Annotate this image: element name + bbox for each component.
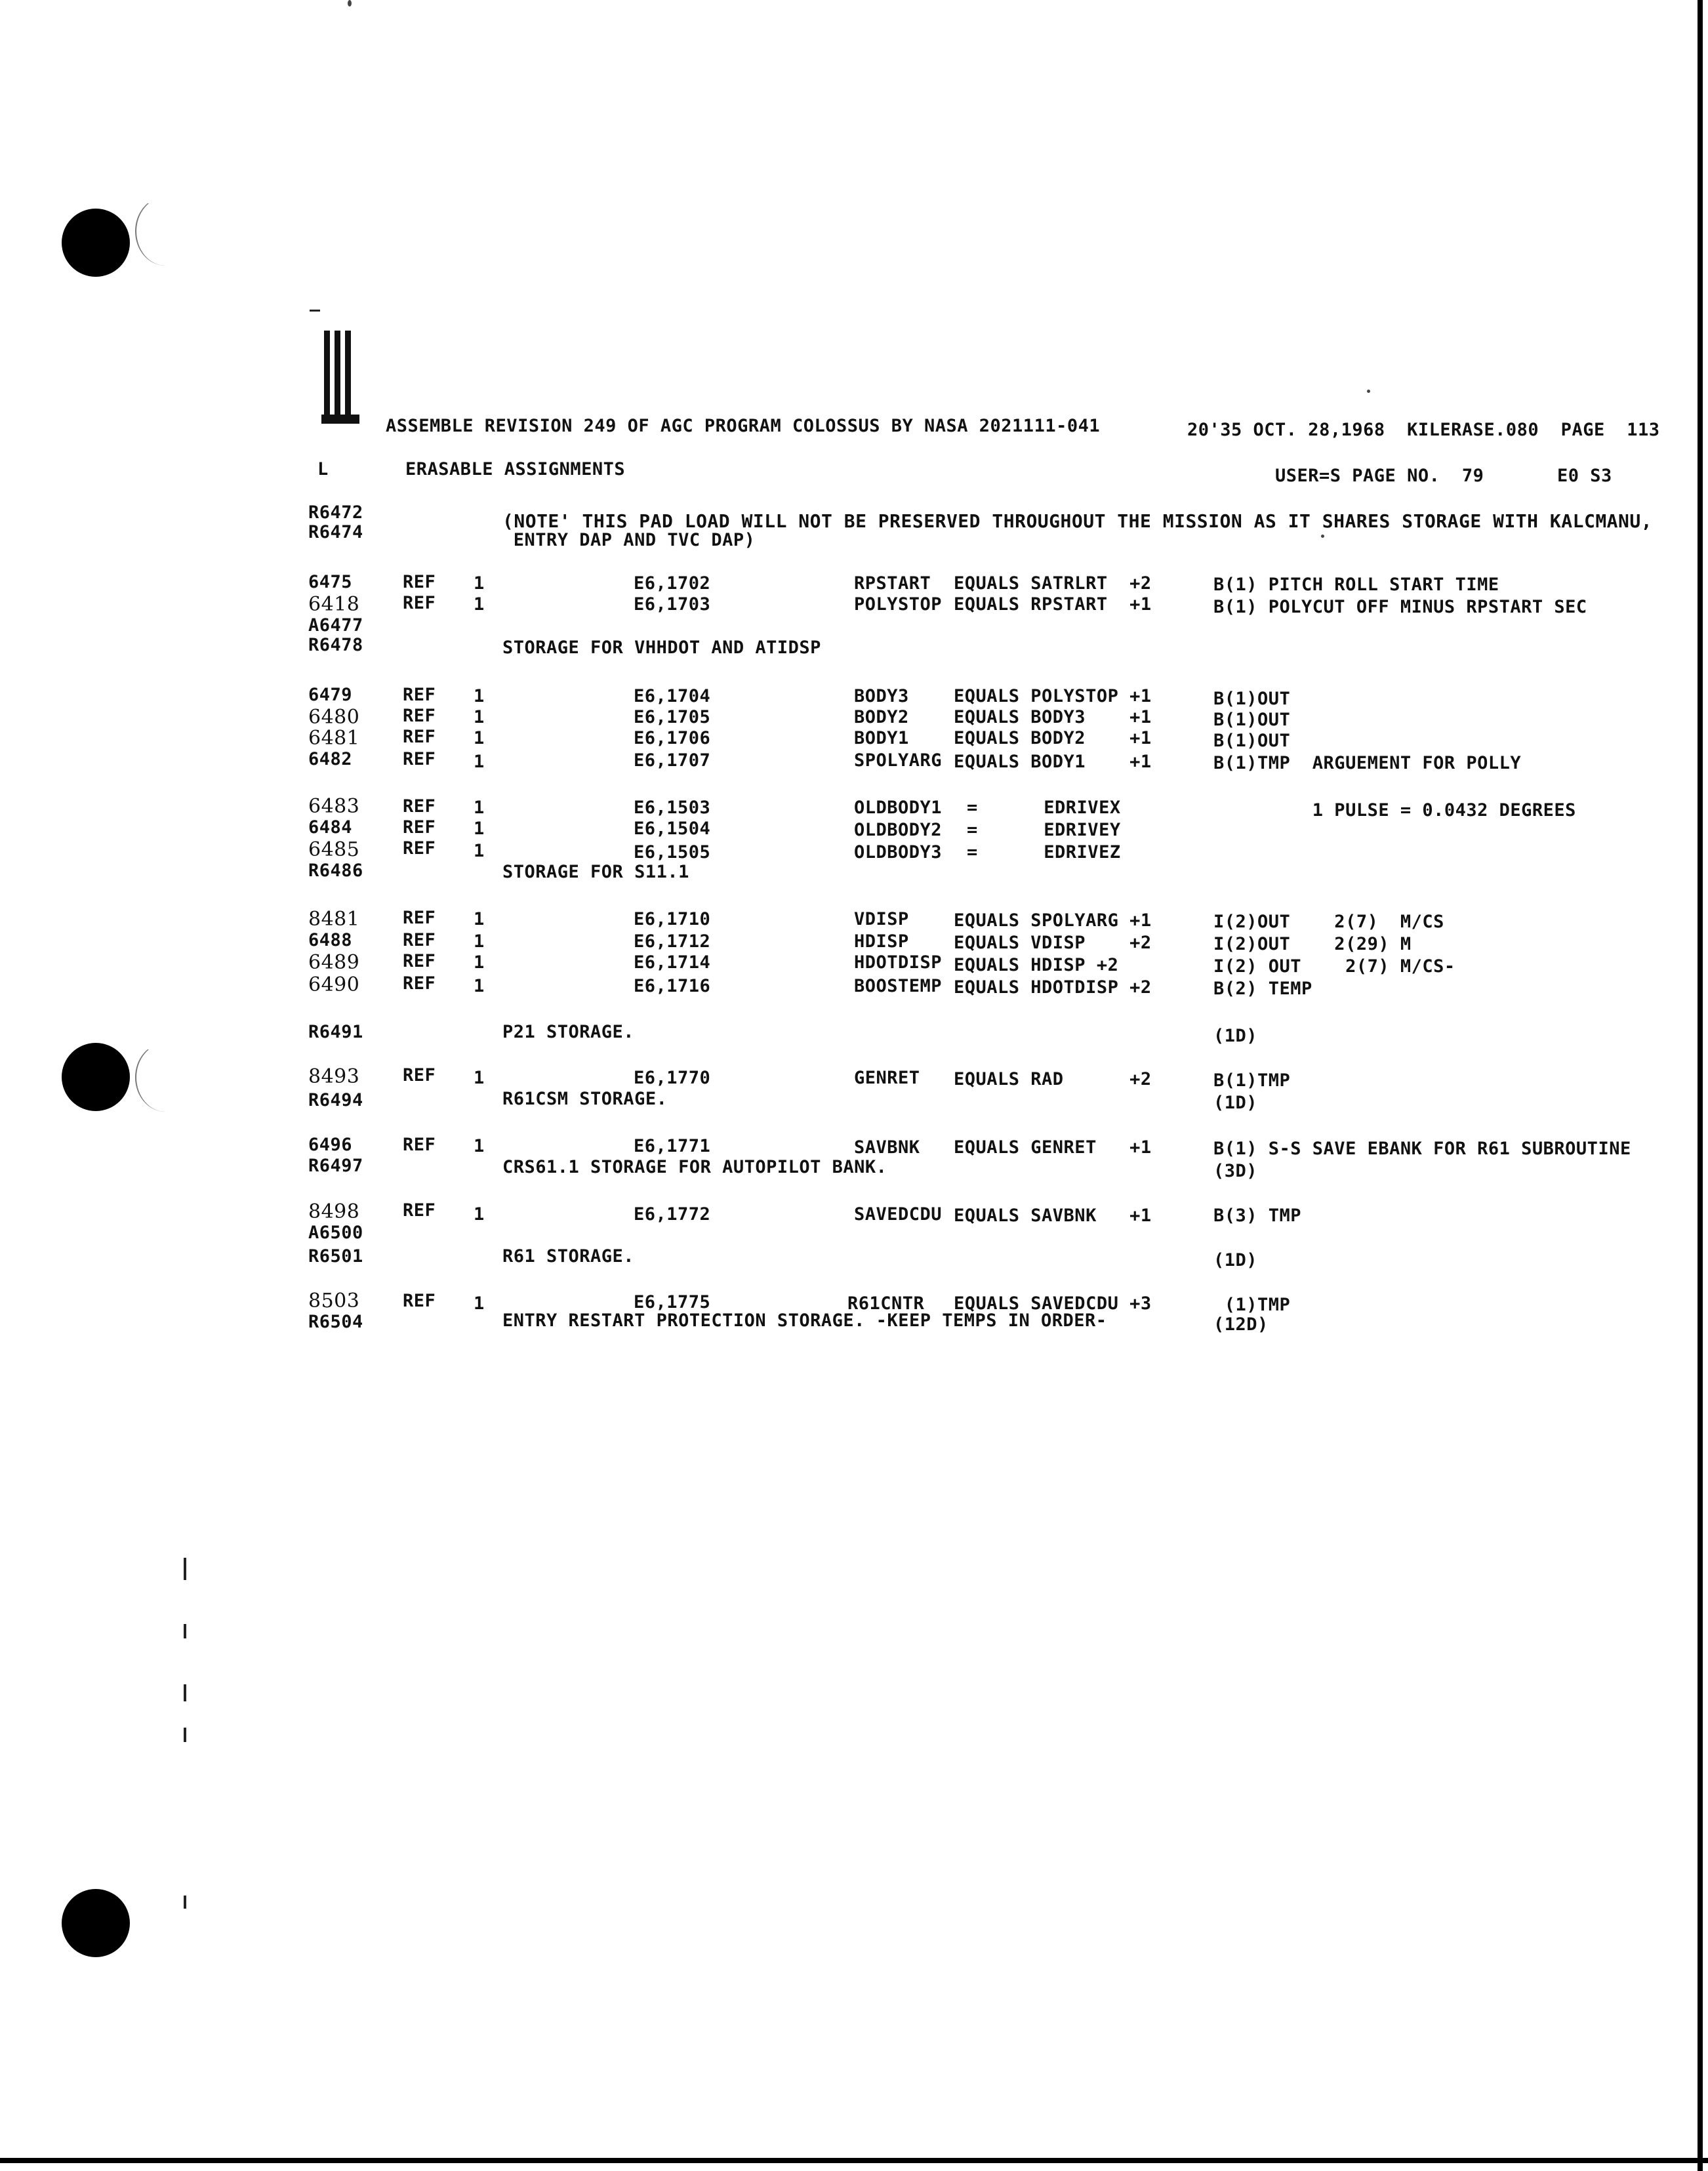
operand: EQUALS SPOLYARG +1: [954, 910, 1152, 931]
binder-hole-icon: [62, 1889, 130, 1957]
address: E6,1504: [634, 819, 711, 839]
seq-number: 6480: [308, 706, 360, 729]
seq-number: R6491: [308, 1022, 363, 1042]
operand: = EDRIVEX: [967, 798, 1121, 818]
seq-number: R6472: [308, 502, 363, 523]
address: E6,1505: [634, 842, 711, 862]
ref-label: REF: [403, 838, 436, 859]
ref-label: REF: [403, 908, 436, 928]
symbol-name: BODY1: [854, 728, 909, 748]
binder-hole-icon: [62, 1043, 130, 1111]
ref-count: 1: [474, 594, 485, 615]
comment-line: (NOTE' THIS PAD LOAD WILL NOT BE PRESERVED THROUGHOUT THE MISSION AS IT SHARES STORAGE WITH KALCMANU,: [502, 510, 1653, 532]
operand: EQUALS SAVBNK +1: [954, 1206, 1152, 1226]
seq-number: 6490: [308, 973, 360, 996]
ref-count: 1: [474, 573, 485, 594]
ref-count: 1: [474, 1136, 485, 1156]
margin-tick: [184, 1624, 186, 1638]
seq-number: 6489: [308, 951, 360, 974]
comment-line: P21 STORAGE.: [502, 1022, 635, 1042]
scan-edge-right: [1698, 0, 1703, 2171]
assembly-header-left: ASSEMBLE REVISION 249 OF AGC PROGRAM COLOSSUS BY NASA 2021111-041: [386, 416, 1101, 436]
address: E6,1706: [634, 728, 711, 748]
ref-count: 1: [474, 728, 485, 748]
users-page-number: USER=S PAGE NO. 79: [1275, 466, 1484, 486]
operand: EQUALS POLYSTOP +1: [954, 686, 1152, 706]
symbol-name: HDOTDISP: [854, 952, 943, 973]
seq-number: 8493: [308, 1065, 360, 1088]
symbol-name: BODY3: [854, 686, 909, 706]
seq-number: 6488: [308, 930, 353, 950]
operand: EQUALS RAD +2: [954, 1069, 1152, 1089]
seq-number: 8503: [308, 1289, 360, 1312]
comment: I(2)OUT 2(7) M/CS: [1213, 912, 1444, 932]
comment: B(3) TMP: [1213, 1206, 1302, 1226]
operand: EQUALS HDOTDISP +2: [954, 977, 1152, 998]
symbol-name: GENRET: [854, 1068, 920, 1088]
registration-mark-icon: [321, 331, 361, 426]
symbol-name: SAVEDCDU: [854, 1204, 943, 1225]
symbol-name: RPSTART: [854, 573, 931, 594]
comment-line: ENTRY RESTART PROTECTION STORAGE. -KEEP TEMPS IN ORDER-: [502, 1310, 1107, 1331]
comment: 1 PULSE = 0.0432 DEGREES: [1213, 800, 1576, 821]
margin-dash: [310, 310, 320, 312]
address: E6,1772: [634, 1204, 711, 1225]
address: E6,1707: [634, 750, 711, 771]
address: E6,1703: [634, 594, 711, 615]
ref-count: 1: [474, 686, 485, 706]
seq-number: R6486: [308, 861, 363, 881]
ref-count: 1: [474, 931, 485, 952]
ref-label: REF: [403, 973, 436, 994]
comment-line: ENTRY DAP AND TVC DAP): [502, 530, 756, 550]
ref-count: 1: [474, 1204, 485, 1225]
seq-number: R6478: [308, 635, 363, 655]
binder-hole-shadow: [135, 1043, 195, 1112]
scan-edge-bottom: [0, 2158, 1708, 2163]
comment: I(2)OUT 2(29) M: [1213, 934, 1412, 954]
comment: B(1) PITCH ROLL START TIME: [1213, 575, 1499, 595]
seq-number: 8481: [308, 908, 360, 931]
seq-number: R6474: [308, 522, 363, 542]
address: E6,1770: [634, 1068, 711, 1088]
operand: EQUALS SAVEDCDU +3: [954, 1293, 1152, 1314]
comment: I(2) OUT 2(7) M/CS-: [1213, 956, 1455, 977]
ref-count: 1: [474, 798, 485, 818]
seq-number: R6504: [308, 1312, 363, 1332]
ref-count: 1: [474, 909, 485, 929]
address: E6,1704: [634, 686, 711, 706]
ref-count: 1: [474, 819, 485, 839]
seq-number: 6418: [308, 593, 360, 616]
seq-number: R6501: [308, 1246, 363, 1267]
ref-label: REF: [403, 1065, 436, 1086]
page-code: E0 S3: [1557, 466, 1612, 486]
comment: (3D): [1213, 1161, 1258, 1181]
comment-line: STORAGE FOR VHHDOT AND ATIDSP: [502, 638, 821, 658]
address: E6,1710: [634, 909, 711, 929]
symbol-name: OLDBODY1: [854, 798, 943, 818]
symbol-name: POLYSTOP: [854, 594, 943, 615]
comment-line: CRS61.1 STORAGE FOR AUTOPILOT BANK.: [502, 1157, 887, 1177]
ref-count: 1: [474, 707, 485, 727]
binder-hole-shadow: [135, 197, 195, 266]
comment-line: R61 STORAGE.: [502, 1246, 635, 1267]
ref-label: REF: [403, 930, 436, 950]
comment: B(1)OUT: [1213, 710, 1291, 730]
symbol-name: OLDBODY2: [854, 820, 943, 840]
comment: B(1)TMP ARGUEMENT FOR POLLY: [1213, 753, 1522, 773]
ref-label: REF: [403, 727, 436, 747]
ref-count: 1: [474, 752, 485, 772]
margin-tick: [184, 1728, 186, 1742]
comment: (1D): [1213, 1250, 1258, 1270]
comment: (1)TMP: [1213, 1295, 1291, 1315]
symbol-name: HDISP: [854, 931, 909, 952]
symbol-name: BOOSTEMP: [854, 976, 943, 996]
address: E6,1712: [634, 931, 711, 952]
comment: B(1)TMP: [1213, 1070, 1291, 1091]
symbol-name: SAVBNK: [854, 1137, 920, 1158]
symbol-name: VDISP: [854, 909, 909, 929]
comment-line: R61CSM STORAGE.: [502, 1089, 668, 1109]
comment: B(1)OUT: [1213, 731, 1291, 751]
symbol-name: BODY2: [854, 707, 909, 727]
address: E6,1503: [634, 798, 711, 818]
operand: EQUALS SATRLRT +2: [954, 573, 1152, 594]
comment: B(1) S-S SAVE EBANK FOR R61 SUBROUTINE: [1213, 1139, 1631, 1159]
binder-hole-icon: [62, 209, 130, 277]
symbol-name: R61CNTR: [847, 1293, 925, 1314]
operand: = EDRIVEZ: [967, 842, 1121, 862]
seq-number: 6496: [308, 1135, 353, 1155]
scan-speck: [1367, 390, 1370, 393]
address: E6,1775: [634, 1292, 711, 1312]
seq-number: R6497: [308, 1156, 363, 1176]
seq-number: 6484: [308, 817, 353, 838]
ref-count: 1: [474, 952, 485, 973]
ref-label: REF: [403, 1135, 436, 1155]
margin-tick: [184, 1558, 186, 1580]
address: E6,1705: [634, 707, 711, 727]
ref-label: REF: [403, 706, 436, 726]
operand: EQUALS GENRET +1: [954, 1137, 1152, 1158]
ref-count: 1: [474, 1293, 485, 1314]
ref-label: REF: [403, 685, 436, 705]
ref-label: REF: [403, 572, 436, 592]
seq-number: 6479: [308, 685, 353, 705]
ref-count: 1: [474, 1068, 485, 1088]
seq-number: R6494: [308, 1090, 363, 1110]
address: E6,1714: [634, 952, 711, 973]
seq-number: 6481: [308, 727, 360, 750]
operand: EQUALS BODY1 +1: [954, 752, 1152, 772]
comment: (1D): [1213, 1093, 1258, 1113]
assembly-header-right: 20'35 OCT. 28,1968 KILERASE.080 PAGE 113: [1187, 420, 1660, 440]
scan-speck: [1321, 535, 1324, 538]
operand: EQUALS VDISP +2: [954, 933, 1152, 953]
scan-speck: [348, 0, 352, 7]
ref-count: 1: [474, 976, 485, 996]
seq-number: A6500: [308, 1223, 363, 1243]
ref-label: REF: [403, 951, 436, 971]
ref-label: REF: [403, 749, 436, 769]
margin-tick: [184, 1684, 186, 1701]
ref-label: REF: [403, 817, 436, 838]
ref-label: REF: [403, 593, 436, 613]
ref-label: REF: [403, 1291, 436, 1311]
operand: EQUALS HDISP +2: [954, 955, 1119, 975]
ref-label: REF: [403, 1200, 436, 1221]
seq-number: 8498: [308, 1200, 360, 1223]
address: E6,1702: [634, 573, 711, 594]
margin-tick: [184, 1896, 186, 1909]
symbol-name: OLDBODY3: [854, 842, 943, 862]
seq-number: 6482: [308, 749, 353, 769]
comment: B(1)OUT: [1213, 689, 1291, 709]
seq-number: 6485: [308, 838, 360, 861]
listing-marker: L: [317, 459, 329, 479]
ref-count: 1: [474, 841, 485, 861]
comment: B(1) POLYCUT OFF MINUS RPSTART SEC: [1213, 597, 1587, 617]
comment-line: STORAGE FOR S11.1: [502, 862, 689, 882]
operand: EQUALS RPSTART +1: [954, 594, 1152, 615]
seq-number: 6483: [308, 795, 360, 818]
comment: (1D): [1213, 1026, 1258, 1046]
operand: = EDRIVEY: [967, 820, 1121, 840]
comment: B(2) TEMP: [1213, 979, 1312, 999]
seq-number: 6475: [308, 572, 353, 592]
address: E6,1771: [634, 1136, 711, 1156]
symbol-name: SPOLYARG: [854, 750, 943, 771]
address: E6,1716: [634, 976, 711, 996]
ref-label: REF: [403, 796, 436, 817]
operand: EQUALS BODY3 +1: [954, 707, 1152, 727]
seq-number: A6477: [308, 615, 363, 636]
comment: (12D): [1213, 1314, 1269, 1335]
section-title: ERASABLE ASSIGNMENTS: [405, 459, 626, 479]
operand: EQUALS BODY2 +1: [954, 728, 1152, 748]
